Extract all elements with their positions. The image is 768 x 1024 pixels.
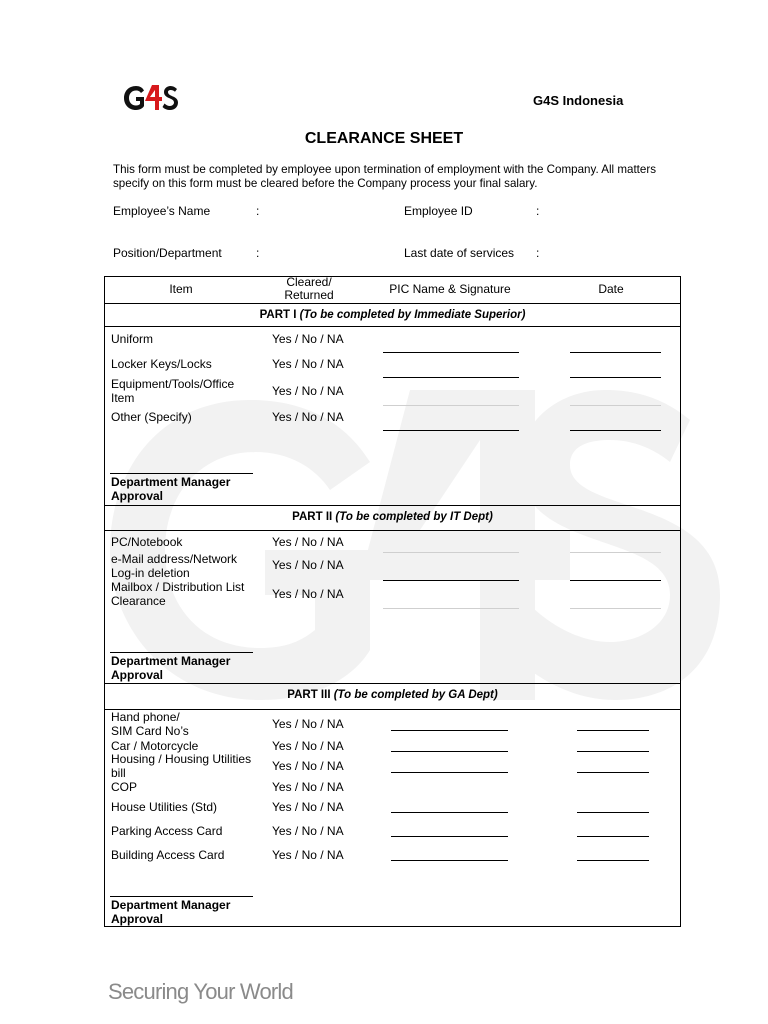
- answer-options[interactable]: Yes / No / NA: [272, 717, 344, 731]
- pic-signature-line[interactable]: [391, 751, 508, 752]
- list-item: [111, 824, 256, 838]
- department-manager-approval: [111, 475, 230, 503]
- item-label: Uniform: [111, 332, 154, 346]
- item-label: COP: [111, 780, 138, 794]
- col-header-cleared-line2: Returned: [284, 288, 334, 302]
- list-item: [111, 357, 256, 371]
- colon: :: [536, 204, 540, 218]
- date-line[interactable]: [570, 580, 661, 581]
- employee-id-label: Employee ID: [404, 204, 473, 218]
- divider: [104, 303, 681, 304]
- part-2-label: PART II: [292, 511, 333, 523]
- pic-signature-line[interactable]: [391, 812, 508, 813]
- item-label: Other (Specify): [111, 410, 192, 424]
- pic-signature-line[interactable]: [383, 377, 519, 378]
- answer-options[interactable]: Yes / No / NA: [272, 848, 344, 862]
- part-3-note: (To be completed by GA Dept): [333, 689, 498, 701]
- approval-label-continued: Approval: [111, 912, 164, 926]
- approval-label-continued: Approval: [111, 668, 164, 682]
- answer-options[interactable]: Yes / No / NA: [272, 800, 344, 814]
- item-label-continued: SIM Card No’s: [111, 724, 189, 738]
- answer-options[interactable]: Yes / No / NA: [272, 535, 344, 549]
- item-label-continued: Log-in deletion: [111, 566, 190, 580]
- item-label: e-Mail address/Network: [111, 552, 238, 566]
- col-header-item: Item: [169, 282, 193, 296]
- col-header-cleared: [274, 276, 344, 302]
- item-label: Building Access Card: [111, 848, 225, 862]
- date-line[interactable]: [577, 751, 649, 752]
- answer-options[interactable]: Yes / No / NA: [272, 739, 344, 753]
- date-line[interactable]: [570, 405, 661, 406]
- answer-options[interactable]: Yes / No / NA: [272, 759, 344, 773]
- item-label-continued: bill: [111, 766, 126, 780]
- date-line[interactable]: [577, 860, 649, 861]
- list-item: [111, 752, 256, 780]
- date-line[interactable]: [577, 812, 649, 813]
- pic-signature-line[interactable]: [383, 405, 519, 406]
- list-item: [111, 410, 256, 424]
- date-line[interactable]: [570, 608, 661, 609]
- divider: [104, 505, 681, 506]
- item-label: PC/Notebook: [111, 535, 183, 549]
- item-label: Equipment/Tools/Office: [111, 377, 235, 391]
- approval-signature-line[interactable]: [110, 652, 253, 653]
- list-item: [111, 332, 256, 346]
- colon: :: [256, 246, 260, 260]
- part-1-note: (To be completed by Immediate Superior): [299, 309, 526, 321]
- divider: [104, 326, 681, 327]
- list-item: [111, 580, 256, 608]
- item-label: Parking Access Card: [111, 824, 223, 838]
- item-label: Hand phone/: [111, 710, 180, 724]
- colon: :: [256, 204, 260, 218]
- pic-signature-line[interactable]: [383, 552, 519, 553]
- part-1-header: [104, 309, 681, 321]
- list-item: [111, 710, 256, 738]
- approval-signature-line[interactable]: [110, 473, 253, 474]
- date-line[interactable]: [570, 430, 661, 431]
- date-line[interactable]: [577, 836, 649, 837]
- item-label-continued: Item: [111, 391, 135, 405]
- pic-signature-line[interactable]: [383, 430, 519, 431]
- intro-text: This form must be completed by employee upon termination of employment with the Company. All matters specify on this form must be cleared before the Company process your final salary.: [113, 163, 657, 190]
- answer-options[interactable]: Yes / No / NA: [272, 332, 344, 346]
- list-item: [111, 377, 256, 405]
- item-label: Mailbox / Distribution List: [111, 580, 245, 594]
- pic-signature-line[interactable]: [383, 608, 519, 609]
- part-2-header: [104, 511, 681, 523]
- part-1-label: PART I: [259, 309, 297, 321]
- pic-signature-line[interactable]: [383, 352, 519, 353]
- pic-signature-line[interactable]: [391, 730, 508, 731]
- footer-slogan: Securing Your World: [108, 979, 293, 1004]
- col-header-date: Date: [598, 282, 624, 296]
- department-manager-approval: [111, 654, 230, 682]
- page-title: CLEARANCE SHEET: [304, 130, 464, 147]
- item-label: House Utilities (Std): [111, 800, 218, 814]
- item-label-continued: Clearance: [111, 594, 166, 608]
- answer-options[interactable]: Yes / No / NA: [272, 780, 344, 794]
- date-line[interactable]: [570, 352, 661, 353]
- employee-name-label: Employee’s Name: [113, 204, 211, 218]
- pic-signature-line[interactable]: [391, 772, 508, 773]
- answer-options[interactable]: Yes / No / NA: [272, 410, 344, 424]
- colon: :: [536, 246, 540, 260]
- answer-options[interactable]: Yes / No / NA: [272, 587, 344, 601]
- part-2-note: (To be completed by IT Dept): [335, 511, 493, 523]
- pic-signature-line[interactable]: [391, 860, 508, 861]
- approval-label-continued: Approval: [111, 489, 164, 503]
- part-3-label: PART III: [287, 689, 331, 701]
- approval-label: Department Manager: [111, 654, 231, 668]
- position-label: Position/Department: [113, 246, 222, 260]
- list-item: [111, 535, 256, 549]
- department-manager-approval: [111, 898, 230, 926]
- item-label: Locker Keys/Locks: [111, 357, 212, 371]
- approval-label: Department Manager: [111, 898, 231, 912]
- list-item: [111, 780, 256, 794]
- list-item: [111, 848, 256, 862]
- divider: [104, 683, 681, 684]
- date-line[interactable]: [570, 552, 661, 553]
- col-header-cleared-line1: Cleared/: [286, 275, 332, 289]
- col-header-pic: PIC Name & Signature: [389, 282, 511, 296]
- part-3-header: [104, 689, 681, 701]
- list-item: [111, 552, 256, 580]
- answer-options[interactable]: Yes / No / NA: [272, 357, 344, 371]
- list-item: [111, 739, 256, 753]
- last-date-label: Last date of services: [404, 246, 515, 260]
- date-line[interactable]: [577, 772, 649, 773]
- list-item: [111, 800, 256, 814]
- divider: [104, 530, 681, 531]
- company-name: G4S Indonesia: [533, 93, 624, 108]
- pic-signature-line[interactable]: [383, 580, 519, 581]
- g4s-logo-icon: [122, 82, 180, 112]
- item-label: Car / Motorcycle: [111, 739, 199, 753]
- approval-signature-line[interactable]: [110, 896, 253, 897]
- pic-signature-line[interactable]: [391, 836, 508, 837]
- answer-options[interactable]: Yes / No / NA: [272, 384, 344, 398]
- answer-options[interactable]: Yes / No / NA: [272, 824, 344, 838]
- answer-options[interactable]: Yes / No / NA: [272, 558, 344, 572]
- date-line[interactable]: [570, 377, 661, 378]
- approval-label: Department Manager: [111, 475, 231, 489]
- date-line[interactable]: [577, 730, 649, 731]
- item-label: Housing / Housing Utilities: [111, 752, 252, 766]
